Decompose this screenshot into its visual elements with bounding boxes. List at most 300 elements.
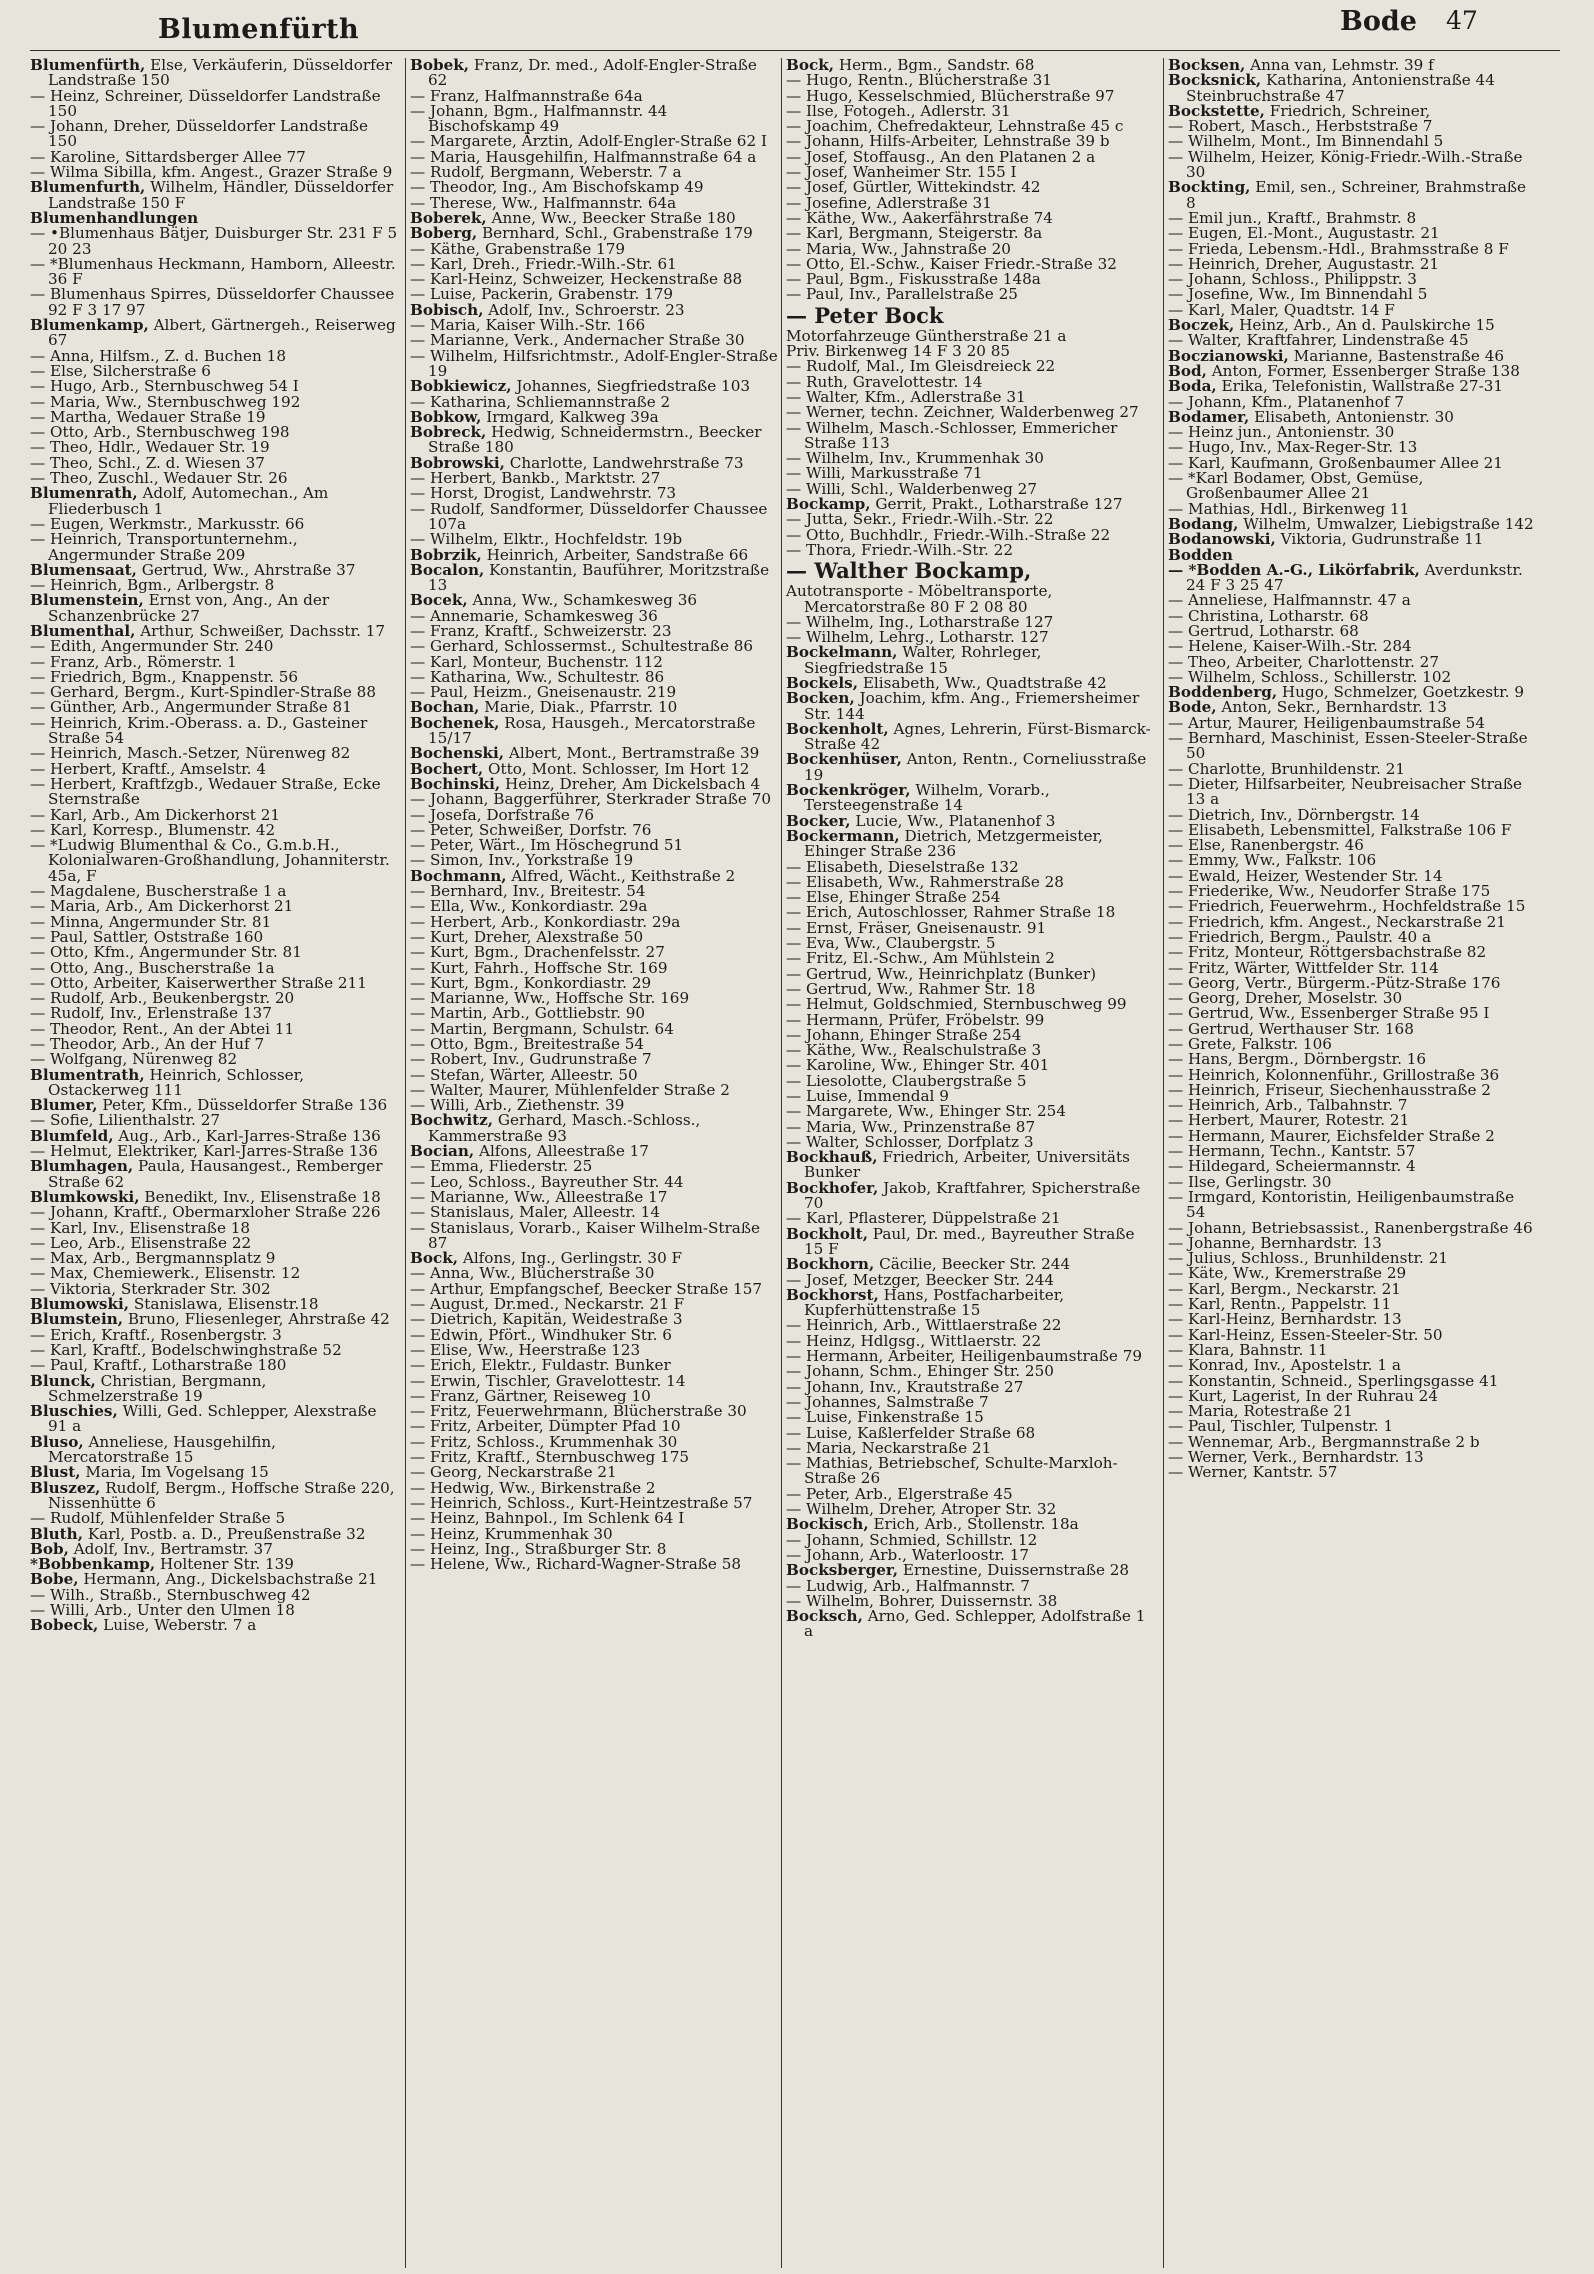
entry-details: — *Blumenhaus Heckmann, Hamborn, Alleestr. 36 F	[30, 254, 396, 289]
entry-surname: Boddenberg,	[1168, 683, 1278, 702]
entry-details: Walter, Rohrleger, Siegfriedstraße 15	[804, 643, 1042, 677]
entry-details: — Otto, Arbeiter, Kaiserwerther Straße 211	[30, 973, 367, 992]
entry-details: — Karl, Bergm., Neckarstr. 21	[1168, 1279, 1401, 1298]
entry-details: Irmgard, Kalkweg 39a	[481, 407, 659, 426]
entry-details: — Theodor, Rent., An der Abtei 11	[30, 1019, 295, 1038]
entry-surname: Bob,	[30, 1539, 69, 1558]
entry-surname: *Bobbenkamp,	[30, 1555, 156, 1574]
entry-details: — Maria, Hausgehilfin, Halfmannstraße 64 a	[410, 147, 757, 166]
entry-details: Arno, Ged. Schlepper, Adolfstraße 1 a	[804, 1607, 1146, 1641]
entry-details: — Emma, Fliederstr. 25	[410, 1157, 593, 1176]
column-divider	[405, 58, 406, 2268]
entry-details: — Artur, Maurer, Heiligenbaumstraße 54	[1168, 713, 1486, 732]
entry-details: — Ernst, Fräser, Gneisenaustr. 91	[786, 918, 1047, 937]
entry-details: — Johann, Bgm., Halfmannstr. 44 Bischofskamp 49	[410, 101, 668, 136]
entry-details: — Thora, Friedr.-Wilh.-Str. 22	[786, 540, 1014, 559]
directory-entry	[786, 719, 1154, 754]
entry-surname: Blumenfürth,	[30, 56, 146, 74]
entry-details: — Karoline, Sittardsberger Allee 77	[30, 147, 306, 166]
entry-details: — Rudolf, Bergmann, Weberstr. 7 a	[410, 163, 682, 182]
entry-details: — Max, Arb., Bergmannsplatz 9	[30, 1249, 276, 1268]
entry-details: — Otto, El.-Schw., Kaiser Friedr.-Straße 32	[786, 254, 1117, 273]
entry-details: Ernestine, Duissernstraße 28	[898, 1561, 1130, 1580]
entry-details: — Anneliese, Halfmannstr. 47 a	[1168, 591, 1411, 610]
entry-details: — Magdalene, Buscherstraße 1 a	[30, 882, 287, 901]
entry-details: — Franz, Gärtner, Reiseweg 10	[410, 1386, 651, 1405]
entry-details: — Heinrich, Kolonnenführ., Grillostraße 36	[1168, 1065, 1500, 1084]
entry-surname: Bochenek,	[410, 713, 500, 732]
entry-details: — Walter, Kraftfahrer, Lindenstraße 45	[1168, 331, 1469, 350]
entry-details: — Walter, Kfm., Adlerstraße 31	[786, 387, 1026, 406]
entry-details: Agnes, Lehrerin, Fürst-Bismarck-Straße 42	[804, 719, 1151, 754]
directory-entry	[30, 1432, 398, 1467]
entry-details: — Leo, Arb., Elisenstraße 22	[30, 1233, 252, 1252]
entry-details: — Fritz, El.-Schw., Am Mühlstein 2	[786, 949, 1055, 968]
entry-surname: Blumenstein,	[30, 591, 144, 610]
entry-details: — Willi, Arb., Unter den Ulmen 18	[30, 1600, 295, 1619]
directory-entry	[786, 1285, 1154, 1320]
entry-details: — Karl, Inv., Elisenstraße 18	[30, 1218, 251, 1237]
entry-details: — Gertrud, Ww., Heinrichplatz (Bunker)	[786, 964, 1097, 983]
entry-details: Otto, Mont. Schlosser, Im Hort 12	[483, 759, 750, 778]
directory-entry	[30, 1065, 398, 1099]
entry-details: — Hugo, Arb., Sternbuschweg 54 I	[30, 377, 299, 396]
entry-details: — Wennemar, Arb., Bergmannstraße 2 b	[1168, 1432, 1480, 1451]
entry-details: — Werner, techn. Zeichner, Walderbenweg 27	[786, 403, 1139, 422]
directory-entry	[410, 101, 778, 136]
entry-details: — Luise, Packerin, Grabenstr. 179	[410, 285, 674, 304]
entry-details: — Fritz, Wärter, Wittfelder Str. 114	[1168, 958, 1439, 977]
entry-details: Hedwig, Schneidermstrn., Beecker Straße 180	[428, 423, 762, 457]
entry-details: Adolf, Inv., Bertramstr. 37	[68, 1539, 273, 1558]
entry-details: — Bernhard, Inv., Breitestr. 54	[410, 882, 646, 901]
directory-entry	[30, 1371, 398, 1405]
entry-details: — Marianne, Ww., Alleestraße 17	[410, 1187, 668, 1206]
entry-details: Rudolf, Bergm., Hoffsche Straße 220, Nissenhütte 6	[48, 1478, 395, 1512]
entry-details: — Heinrich, Dreher, Augustastr. 21	[1168, 254, 1440, 273]
entry-surname: Bockhorn,	[786, 1255, 875, 1274]
entry-details: — Johann, Ehinger Straße 254	[786, 1025, 1022, 1044]
entry-details: — Konrad, Inv., Apostelstr. 1 a	[1168, 1356, 1401, 1375]
entry-details: — Johann, Schmied, Schillstr. 12	[786, 1530, 1038, 1549]
entry-surname: Boberek,	[410, 208, 487, 227]
entry-details: Bruno, Fliesenleger, Ahrstraße 42	[123, 1310, 390, 1329]
entry-surname: Boczianowski,	[1168, 346, 1289, 365]
entry-details: — Hugo, Inv., Max-Reger-Str. 13	[1168, 438, 1418, 457]
directory-entry	[30, 593, 398, 624]
entry-details: — Wilhelm, Masch.-Schlosser, Emmericher Straße 113	[786, 418, 1118, 452]
entry-surname: — Walther Bockamp,	[786, 558, 1032, 584]
entry-surname: Bocalon,	[410, 560, 485, 579]
entry-details: — Franz, Halfmannstraße 64a	[410, 86, 643, 105]
entry-details: — Maria, Neckarstraße 21	[786, 1438, 992, 1457]
entry-details: — Herbert, Arb., Konkordiastr. 29a	[410, 912, 681, 931]
entry-surname: Bobreck,	[410, 423, 487, 442]
entry-details: — Jutta, Sekr., Friedr.-Wilh.-Str. 22	[786, 510, 1054, 529]
directory-entry	[786, 418, 1154, 452]
entry-details: — Karl, Korresp., Blumenstr. 42	[30, 820, 276, 839]
entry-details: — Kurt, Dreher, Alexstraße 50	[410, 927, 644, 946]
entry-details: Paul, Dr. med., Bayreuther Straße 15 F	[804, 1224, 1135, 1258]
entry-surname: Bobe,	[30, 1570, 79, 1589]
entry-details: — Liesolotte, Claubergstraße 5	[786, 1071, 1027, 1090]
entry-details: Aug., Arb., Karl-Jarres-Straße 136	[113, 1126, 381, 1145]
entry-surname: Blumenkamp,	[30, 316, 149, 335]
entry-details: — Karl, Dreh., Friedr.-Wilh.-Str. 61	[410, 254, 677, 273]
entry-details: — Heinrich, Friseur, Siechenhausstraße 2	[1168, 1080, 1491, 1099]
entry-details: — Heinrich, Schloss., Kurt-Heintzestraße 57	[410, 1493, 753, 1512]
entry-details: — Heinz, Ing., Straßburger Str. 8	[410, 1539, 667, 1558]
entry-details: Cäcilie, Beecker Str. 244	[874, 1255, 1071, 1274]
entry-details: — Karoline, Ww., Ehinger Str. 401	[786, 1056, 1050, 1075]
entry-details: — Else, Silcherstraße 6	[30, 361, 211, 380]
entry-surname: Bode,	[1168, 698, 1217, 717]
directory-entry	[30, 1404, 398, 1435]
entry-details: — Paul, Sattler, Oststraße 160	[30, 927, 264, 946]
entry-details: — Werner, Verk., Bernhardstr. 13	[1168, 1448, 1424, 1467]
entry-details: Hans, Postfacharbeiter, Kupferhüttenstraße 15	[804, 1285, 1065, 1320]
entry-details: Bernhard, Schl., Grabenstraße 179	[477, 224, 753, 243]
entry-surname: Bockhofer,	[786, 1178, 879, 1197]
entry-details: Heinrich, Schlosser, Ostackerweg 111	[48, 1065, 305, 1099]
entry-details: — Kurt, Fahrh., Hoffsche Str. 169	[410, 958, 668, 977]
entry-details: — Walter, Schlosser, Dorfplatz 3	[786, 1132, 1034, 1151]
entry-details: — Eugen, Werkmstr., Markusstr. 66	[30, 514, 305, 533]
entry-details: Jakob, Kraftfahrer, Spicherstraße 70	[804, 1178, 1141, 1213]
entry-surname: Bocksberger,	[786, 1561, 899, 1580]
entry-details: Viktoria, Gudrunstraße 11	[1275, 530, 1484, 549]
entry-details: — Elisabeth, Lebensmittel, Falkstraße 106 F	[1168, 820, 1512, 839]
entry-details: — Johann, Arb., Waterloostr. 17	[786, 1545, 1030, 1564]
entry-details: Peter, Kfm., Düsseldorfer Straße 136	[97, 1096, 388, 1115]
entry-details: — Herbert, Kraftf., Amselstr. 4	[30, 759, 266, 778]
entry-details: — Willi, Arb., Ziethenstr. 39	[410, 1096, 625, 1115]
entry-details: — Werner, Kantstr. 57	[1168, 1463, 1338, 1482]
entry-details: Elisabeth, Antonienstr. 30	[1249, 407, 1454, 426]
entry-details: — Gerhard, Bergm., Kurt-Spindler-Straße 88	[30, 683, 377, 702]
entry-details: Motorfahrzeuge Güntherstraße 21 a	[786, 326, 1067, 345]
entry-details: — *Karl Bodamer, Obst, Gemüse, Großenbaumer Allee 21	[1168, 469, 1424, 503]
entry-details: — Käthe, Ww., Aakerfährstraße 74	[786, 208, 1053, 227]
entry-details: — Johann, Dreher, Düsseldorfer Landstraße 150	[30, 117, 368, 151]
directory-entry	[1168, 1465, 1536, 1480]
entry-details: Friedrich, Schreiner,	[1264, 101, 1431, 120]
entry-surname: Bobrzik,	[410, 545, 482, 564]
entry-details: — Wilhelm, Lehrg., Lotharstr. 127	[786, 628, 1049, 647]
entry-details: — Theo, Arbeiter, Charlottenstr. 27	[1168, 652, 1440, 671]
entry-surname: Bobeck,	[30, 1616, 99, 1635]
directory-entry	[1168, 471, 1536, 502]
directory-entry	[786, 645, 1154, 676]
entry-details: — Hans, Bergm., Dörnbergstr. 16	[1168, 1050, 1427, 1069]
entry-surname: Bobek,	[410, 56, 470, 74]
directory-entry	[786, 540, 1154, 559]
entry-details: — Georg, Neckarstraße 21	[410, 1463, 617, 1482]
entry-details: Hermann, Ang., Dickelsbachstraße 21	[78, 1570, 378, 1589]
entry-details: — Heinz jun., Antonienstr. 30	[1168, 423, 1395, 442]
entry-details: — Edith, Angermunder Str. 240	[30, 637, 274, 656]
directory-entry	[30, 180, 398, 211]
entry-details: Autotransporte - Möbeltransporte, Mercatorstraße 80 F 2 08 80	[786, 582, 1053, 616]
directory-entry	[1168, 180, 1536, 211]
entry-details: — Heinz, Schreiner, Düsseldorfer Landstraße 150	[30, 86, 381, 120]
entry-details: — Franz, Arb., Römerstr. 1	[30, 652, 237, 671]
entry-details: Gertrud, Ww., Ahrstraße 37	[136, 560, 356, 579]
directory-entry	[786, 558, 1154, 584]
entry-details: — Karl-Heinz, Essen-Steeler-Str. 50	[1168, 1325, 1443, 1344]
entry-details: Wilhelm, Händler, Düsseldorfer Landstraße 150 F	[48, 178, 394, 212]
entry-details: — Ludwig, Arb., Halfmannstr. 7	[786, 1576, 1030, 1595]
entry-details: — Sofie, Lilienthalstr. 27	[30, 1111, 221, 1130]
entry-details: — Wilhelm, Schloss., Schillerstr. 102	[1168, 667, 1452, 686]
entry-surname: Bockelmann,	[786, 643, 898, 662]
directory-entry	[30, 119, 398, 150]
entry-surname: Blumenrath,	[30, 484, 138, 503]
entry-details: — Ewald, Heizer, Westender Str. 14	[1168, 866, 1443, 885]
entry-surname: Bobkow,	[410, 407, 482, 426]
entry-details: — Luise, Immendal 9	[786, 1087, 949, 1105]
entry-surname: Blunck,	[30, 1371, 96, 1390]
entry-details: — Helmut, Goldschmied, Sternbuschweg 99	[786, 995, 1127, 1014]
entry-details: — Karl, Kraftf., Bodelschwinghstraße 52	[30, 1340, 342, 1359]
entry-details: — Friedrich, kfm. Angest., Neckarstraße 21	[1168, 912, 1506, 931]
entry-details: Ernst von, Ang., An der Schanzenbrücke 27	[48, 591, 330, 625]
entry-surname: Boberg,	[410, 224, 478, 243]
entry-details: — Rudolf, Mühlenfelder Straße 5	[30, 1509, 286, 1528]
entry-surname: Bocker,	[786, 811, 851, 830]
directory-entry	[30, 254, 398, 289]
entry-details: — Paul, Heizm., Gneisenaustr. 219	[410, 683, 677, 702]
directory-entry	[30, 1478, 398, 1512]
entry-surname: Blumfeld,	[30, 1126, 114, 1145]
entry-details: Heinrich, Arbeiter, Sandstraße 66	[481, 545, 749, 564]
entry-details: — Rudolf, Mal., Im Gleisdreieck 22	[786, 357, 1056, 376]
entry-details: — Maria, Arb., Am Dickerhorst 21	[30, 897, 294, 916]
entry-details: — Georg, Dreher, Moselstr. 30	[1168, 989, 1403, 1008]
entry-surname: Bobkiewicz,	[410, 377, 512, 396]
directory-entry	[1168, 147, 1536, 182]
directory-column-1	[30, 58, 398, 1634]
entry-details: Anton, Sekr., Bernhardstr. 13	[1216, 698, 1447, 717]
entry-details: — Josefine, Ww., Im Binnendahl 5	[1168, 285, 1428, 304]
entry-details: — Wolfgang, Nürenweg 82	[30, 1050, 238, 1069]
entry-details: Paula, Hausangest., Remberger Straße 62	[48, 1157, 383, 1191]
entry-details: — Heinz, Krummenhak 30	[410, 1524, 613, 1543]
entry-details: — Katharina, Ww., Schultestr. 86	[410, 667, 665, 686]
entry-details: Gerhard, Masch.-Schloss., Kammerstraße 93	[428, 1111, 701, 1145]
entry-details: — Anna, Ww., Blücherstraße 30	[410, 1264, 655, 1283]
entry-details: — Minna, Angermunder Str. 81	[30, 912, 272, 931]
entry-details: — Hildegard, Scheiermannstr. 4	[1168, 1157, 1416, 1176]
entry-details: — Kurt, Bgm., Drachenfelsstr. 27	[410, 943, 665, 962]
entry-details: — Hedwig, Ww., Birkenstraße 2	[410, 1478, 656, 1497]
entry-surname: Bock,	[410, 1249, 459, 1268]
entry-details: — Heinrich, Arb., Talbahnstr. 7	[1168, 1096, 1408, 1115]
directory-entry	[410, 346, 778, 380]
entry-surname: Bocksch,	[786, 1607, 863, 1626]
entry-details: — Margarete, Ärztin, Adolf-Engler-Straße 62 I	[410, 132, 767, 151]
entry-details: — Else, Ranenbergstr. 46	[1168, 836, 1364, 855]
entry-details: Heinz, Arb., An d. Paulskirche 15	[1234, 316, 1495, 335]
entry-surname: Bochmann,	[410, 866, 507, 885]
entry-details: — Grete, Falkstr. 106	[1168, 1035, 1332, 1053]
entry-surname: Bockenhüser,	[786, 750, 902, 769]
entry-details: Averdunkstr. 24 F 3 25 47	[1186, 560, 1523, 595]
entry-details: Emil, sen., Schreiner, Brahmstraße 8	[1186, 178, 1527, 212]
entry-details: — Fritz, Kraftf., Sternbuschweg 175	[410, 1448, 690, 1467]
entry-details: — Gertrud, Lotharstr. 68	[1168, 621, 1359, 640]
entry-details: — Ilse, Gerlingstr. 30	[1168, 1172, 1332, 1191]
entry-details: Else, Verkäuferin, Düsseldorfer Landstraße 150	[48, 56, 392, 90]
entry-surname: Bluszez,	[30, 1478, 101, 1497]
entry-details: — Theodor, Ing., Am Bischofskamp 49	[410, 178, 704, 197]
entry-details: — Frieda, Lebensm.-Hdl., Brahmsstraße 8 F	[1168, 239, 1509, 258]
entry-details: — Elisabeth, Dieselstraße 132	[786, 857, 1019, 876]
entry-details: Anton, Rentn., Corneliusstraße 19	[804, 750, 1147, 784]
directory-entry	[30, 532, 398, 563]
entry-details: — Eva, Ww., Claubergstr. 5	[786, 934, 996, 953]
entry-surname: Boda,	[1168, 377, 1217, 396]
entry-details: — Klara, Bahnstr. 11	[1168, 1340, 1328, 1359]
directory-entry	[30, 774, 398, 809]
entry-surname: Bockhorst,	[786, 1285, 879, 1304]
directory-entry	[786, 584, 1154, 615]
entry-details: — Theodor, Arb., An der Huf 7	[30, 1035, 265, 1053]
entry-surname: Bocksen,	[1168, 56, 1246, 74]
entry-details: — Julius, Schloss., Brunhildenstr. 21	[1168, 1249, 1449, 1268]
directory-column-2	[410, 58, 778, 1572]
entry-surname: Blumstein,	[30, 1310, 124, 1329]
directory-entry	[786, 1609, 1154, 1640]
entry-details: — Heinrich, Bgm., Arlbergstr. 8	[30, 576, 275, 595]
entry-details: — Franz, Kraftf., Schweizerstr. 23	[410, 621, 672, 640]
directory-entry	[1168, 73, 1536, 104]
entry-details: — Max, Chemiewerk., Elisenstr. 12	[30, 1264, 301, 1283]
entry-details: Konstantin, Bauführer, Moritzstraße 13	[428, 560, 770, 595]
entry-details: Holtener Str. 139	[155, 1555, 294, 1574]
entry-surname: Bochinski,	[410, 774, 501, 793]
entry-details: — Herbert, Kraftfzgb., Wedauer Straße, Ecke Sternstraße	[30, 774, 381, 809]
entry-details: — •Blumenhaus Bätjer, Duisburger Str. 231 F 5 20 23	[30, 224, 398, 258]
directory-entry	[1168, 560, 1536, 595]
entry-details: — Erwin, Tischler, Gravelottestr. 14	[410, 1371, 686, 1390]
entry-details: — Josefine, Adlerstraße 31	[786, 193, 992, 212]
entry-details: Franz, Dr. med., Adolf-Engler-Straße 62	[428, 56, 757, 90]
directory-entry	[786, 303, 1154, 329]
entry-details: — Helene, Ww., Richard-Wagner-Straße 58	[410, 1555, 742, 1574]
entry-details: — Edwin, Pfört., Windhuker Str. 6	[410, 1325, 672, 1344]
entry-details: Albert, Mont., Bertramstraße 39	[504, 744, 760, 763]
entry-details: — Rudolf, Arb., Beukenbergstr. 20	[30, 989, 295, 1008]
entry-details: — Rudolf, Sandformer, Düsseldorfer Chaussee 107a	[410, 499, 768, 533]
entry-details: — August, Dr.med., Neckarstr. 21 F	[410, 1295, 685, 1314]
entry-details: — Heinrich, Masch.-Setzer, Nürenweg 82	[30, 744, 351, 763]
entry-details: — Karl, Maler, Quadtstr. 14 F	[1168, 300, 1395, 319]
entry-details: — Käte, Ww., Kremerstraße 29	[1168, 1264, 1407, 1283]
entry-details: — Karl-Heinz, Schweizer, Heckenstraße 88	[410, 270, 743, 289]
directory-entry	[786, 1150, 1154, 1181]
entry-details: — Arthur, Empfangschef, Beecker Straße 157	[410, 1279, 763, 1298]
directory-entry	[410, 560, 778, 595]
entry-surname: Bocian,	[410, 1142, 475, 1161]
entry-details: — Paul, Bgm., Fiskusstraße 148a	[786, 270, 1041, 289]
entry-details: Luise, Weberstr. 7 a	[98, 1616, 257, 1635]
directory-entry	[786, 691, 1154, 722]
entry-details: — Josefa, Dorfstraße 76	[410, 805, 595, 824]
entry-surname: Bockamp,	[786, 495, 871, 514]
entry-surname: Bocksnick,	[1168, 71, 1262, 90]
entry-details: — Fritz, Feuerwehrmann, Blücherstraße 30	[410, 1402, 747, 1421]
directory-entry	[30, 713, 398, 748]
entry-details: — Stanislaus, Vorarb., Kaiser Wilhelm-Straße 87	[410, 1218, 760, 1252]
entry-details: — Maria, Ww., Prinzenstraße 87	[786, 1117, 1036, 1136]
entry-details: — Wilhelm, Bohrer, Duissernstr. 38	[786, 1591, 1058, 1610]
directory-entry	[410, 713, 778, 748]
directory-entry	[30, 486, 398, 517]
directory-entry	[1168, 774, 1536, 809]
directory-entry	[410, 499, 778, 533]
entry-details: — Fritz, Arbeiter, Dümpter Pfad 10	[410, 1417, 681, 1436]
entry-details: — Johann, Baggerführer, Sterkrader Straße 70	[410, 790, 772, 809]
directory-entry	[786, 826, 1154, 861]
entry-details: Karl, Postb. a. D., Preußenstraße 32	[83, 1524, 366, 1543]
entry-surname: Bodang,	[1168, 514, 1239, 533]
header-left-keyword: Blumenfürth	[158, 14, 360, 45]
entry-details: — Margarete, Ww., Ehinger Str. 254	[786, 1102, 1066, 1121]
entry-details: Hugo, Schmelzer, Goetzkestr. 9	[1277, 683, 1525, 702]
entry-details: — Luise, Finkenstraße 15	[786, 1408, 984, 1427]
entry-details: Friedrich, Arbeiter, Universitäts Bunker	[804, 1148, 1130, 1182]
directory-entry	[410, 425, 778, 456]
directory-column-4	[1168, 58, 1536, 1481]
entry-details: Arthur, Schweißer, Dachsstr. 17	[135, 621, 386, 640]
entry-details: — Mathias, Hdl., Birkenweg 11	[1168, 499, 1410, 518]
directory-entry	[410, 58, 778, 89]
entry-details: — Robert, Masch., Herbststraße 7	[1168, 117, 1433, 136]
entry-details: — Johann, Schm., Ehinger Str. 250	[786, 1362, 1054, 1381]
entry-details: — Karl-Heinz, Bernhardstr. 13	[1168, 1310, 1402, 1329]
entry-details: Anne, Ww., Beecker Straße 180	[486, 208, 736, 227]
entry-surname: Blumkowski,	[30, 1187, 140, 1206]
entry-details: — Georg, Vertr., Bürgerm.-Pütz-Straße 176	[1168, 973, 1501, 992]
entry-details: — Erich, Autoschlosser, Rahmer Straße 18	[786, 903, 1116, 922]
entry-details: — Herbert, Bankb., Marktstr. 27	[410, 469, 661, 488]
entry-surname: Bockhauß,	[786, 1148, 878, 1167]
entry-details: Christian, Bergmann, Schmelzerstraße 19	[48, 1371, 267, 1405]
entry-details: — Fritz, Monteur, Röttgersbachstraße 82	[1168, 943, 1487, 962]
entry-details: — Johann, Kraftf., Obermarxloher Straße 226	[30, 1203, 381, 1222]
entry-details: Rosa, Hausgeh., Mercatorstraße 15/17	[428, 713, 756, 748]
entry-details: — Paul, Tischler, Tulpenstr. 1	[1168, 1417, 1394, 1436]
entry-details: Johannes, Siegfriedstraße 103	[511, 377, 751, 396]
entry-details: — Joachim, Chefredakteur, Lehnstraße 45 c	[786, 117, 1124, 136]
entry-details: — Ilse, Fotogeh., Adlerstr. 31	[786, 101, 1011, 120]
entry-details: — Johann, Hilfs-Arbeiter, Lehnstraße 39 b	[786, 132, 1110, 151]
entry-details: — Elise, Ww., Heerstraße 123	[410, 1340, 641, 1359]
entry-surname: Bockermann,	[786, 826, 900, 845]
directory-entry	[30, 1159, 398, 1190]
directory-entry	[30, 1618, 398, 1633]
entry-details: — Wilh., Straßb., Sternbuschweg 42	[30, 1585, 311, 1604]
entry-details: Adolf, Inv., Schroerstr. 23	[483, 300, 685, 319]
entry-surname: Bocek,	[410, 591, 468, 610]
entry-surname: Blumowski,	[30, 1295, 130, 1314]
entry-surname: Bockholt,	[786, 1224, 868, 1243]
entry-details: Alfons, Alleestraße 17	[474, 1142, 649, 1161]
entry-details: — Johann, Schloss., Philippstr. 3	[1168, 270, 1417, 289]
entry-details: — *Ludwig Blumenthal & Co., G.m.b.H., Kolonialwaren-Großhandlung, Johanniterstr. 45a, F	[30, 836, 390, 885]
entry-details: Elisabeth, Ww., Quadtstraße 42	[858, 673, 1107, 692]
